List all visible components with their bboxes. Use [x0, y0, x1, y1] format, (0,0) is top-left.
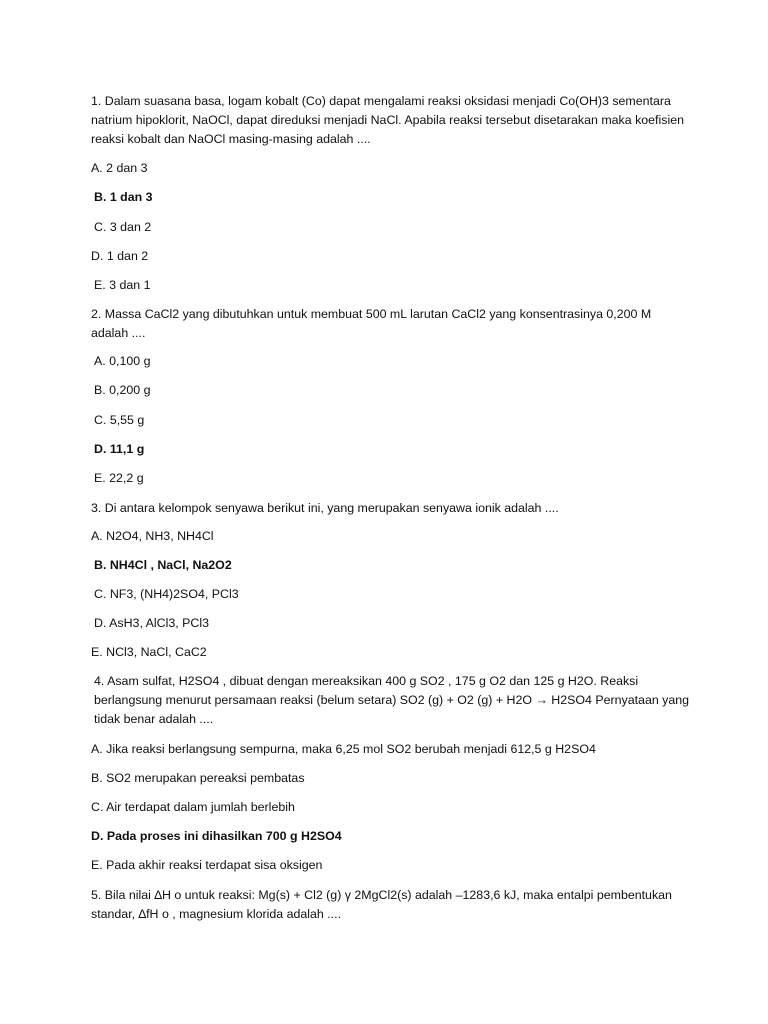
question-2-text: 2. Massa CaCl2 yang dibutuhkan untuk membuat 500 mL larutan CaCl2 yang konsentrasinya 0,200 M adalah .... [91, 307, 652, 340]
question-4-option-e: E. Pada akhir reaksi terdapat sisa oksigen [91, 858, 323, 872]
question-3-option-c: C. NF3, (NH4)2SO4, PCl3 [94, 587, 239, 601]
question-3-option-a: A. N2O4, NH3, NH4Cl [91, 529, 214, 543]
question-1-option-d: D. 1 dan 2 [91, 249, 149, 263]
question-3-text: 3. Di antara kelompok senyawa berikut ini, yang merupakan senyawa ionik adalah .... [91, 501, 559, 515]
question-1-option-c: C. 3 dan 2 [94, 220, 152, 234]
question-2-option-b: B. 0,200 g [94, 383, 151, 397]
question-4-option-a: A. Jika reaksi berlangsung sempurna, maka 6,25 mol SO2 berubah menjadi 612,5 g H2SO4 [91, 742, 596, 756]
question-3-option-b: B. NH4Cl , NaCl, Na2O2 [94, 558, 232, 572]
question-2-option-d: D. 11,1 g [94, 442, 145, 456]
question-4-option-c: C. Air terdapat dalam jumlah berlebih [91, 800, 295, 814]
question-5-text: 5. Bila nilai ∆H o untuk reaksi: Mg(s) + Cl2 (g) γ 2MgCl2(s) adalah –1283,6 kJ, maka entalpi pembentukan standar, ∆fH o , magnesium klorida adalah .... [91, 888, 672, 921]
question-2-option-a: A. 0,100 g [94, 354, 151, 368]
question-1-option-a: A. 2 dan 3 [91, 161, 148, 175]
question-3-option-e: E. NCl3, NaCl, CaC2 [91, 645, 207, 659]
question-2-option-e: E. 22,2 g [94, 471, 144, 485]
question-4-option-d: D. Pada proses ini dihasilkan 700 g H2SO4 [91, 829, 342, 843]
question-1-option-b: B. 1 dan 3 [94, 190, 153, 204]
question-1-text: 1. Dalam suasana basa, logam kobalt (Co) dapat mengalami reaksi oksidasi menjadi Co(OH)3 sementara natrium hipoklorit, NaOCl, dapat direduksi menjadi NaCl. Apabila reaksi tersebut disetarakan maka koefisien reaksi kobalt dan NaOCl masing-masing adalah .... [91, 94, 684, 146]
question-3-option-d: D. AsH3, AlCl3, PCl3 [94, 616, 209, 630]
question-4-option-b: B. SO2 merupakan pereaksi pembatas [91, 771, 305, 785]
question-2-option-c: C. 5,55 g [94, 413, 145, 427]
question-4-text: 4. Asam sulfat, H2SO4 , dibuat dengan mereaksikan 400 g SO2 , 175 g O2 dan 125 g H2O. Reaksi berlangsung menurut persamaan reaksi (belum setara) SO2 (g) + O2 (g) + H2O → H2SO4 Pernyataan yang tidak benar adalah .... [94, 674, 690, 726]
question-1-option-e: E. 3 dan 1 [94, 278, 151, 292]
